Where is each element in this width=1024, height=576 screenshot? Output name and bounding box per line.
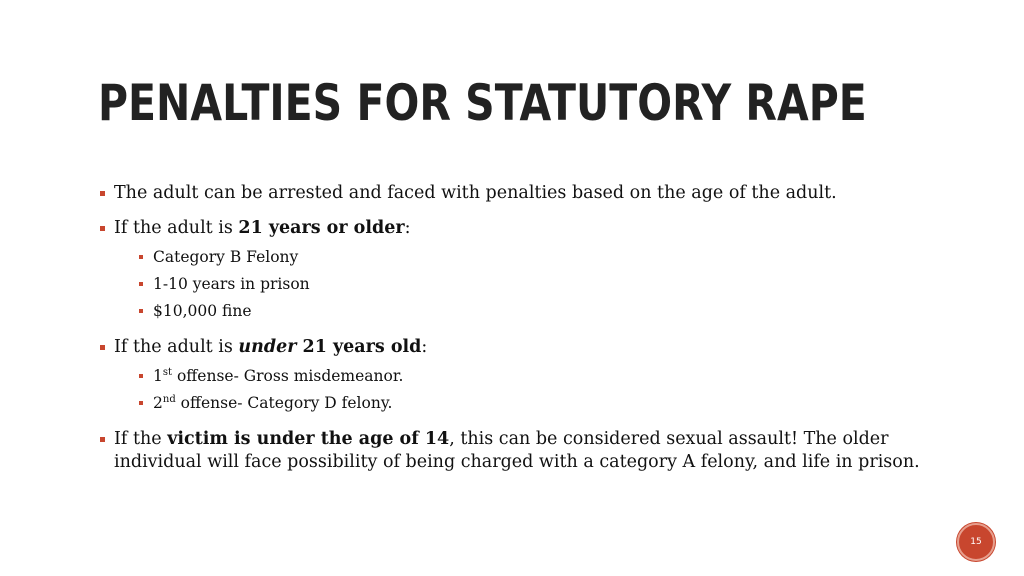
sub-bullet-item (137, 271, 938, 298)
bullet-item (98, 217, 938, 240)
square-bullet-icon (100, 437, 105, 442)
ordinal-suffix: st (162, 367, 173, 378)
sub-bullet-item (137, 244, 938, 271)
sub-bullet-text: 1-10 years in prison (153, 275, 310, 293)
bullet-text: : (404, 218, 411, 238)
square-bullet-icon (100, 345, 105, 350)
sub-bullet-text: offense- Gross misdemeanor. (172, 367, 404, 385)
sub-bullet-item (137, 390, 938, 417)
bullet-text: : (421, 337, 428, 357)
ordinal-number: 1 (153, 367, 163, 385)
bullet-item (98, 428, 938, 474)
square-bullet-icon (100, 226, 105, 231)
ordinal-number: 2 (153, 394, 163, 412)
slide-content (98, 182, 938, 486)
bullet-text: , this can be considered sexual assault! The older individual will face possibility of being charged with a category A felony, and life in prison. (114, 429, 920, 472)
bullet-text: The adult can be arrested and faced with penalties based on the age of the adult. (114, 183, 837, 203)
square-bullet-icon (139, 309, 143, 313)
sub-bullet-text: offense- Category D felony. (175, 394, 393, 412)
bullet-bold-text: victim is under the age of 14 (167, 429, 450, 449)
bullet-text: If the adult is (114, 218, 239, 238)
square-bullet-icon (139, 282, 143, 286)
bullet-item (98, 336, 938, 359)
bullet-text: If the adult is (114, 337, 239, 357)
bullet-bold-text: 21 years or older (238, 218, 405, 238)
sub-bullet-list (137, 244, 938, 325)
slide-number-badge: 15 (957, 523, 995, 561)
bullet-item (98, 182, 938, 205)
sub-bullet-text: $10,000 fine (153, 302, 252, 320)
bullet-bold-text: 21 years old (296, 337, 422, 357)
ordinal-suffix: nd (162, 394, 176, 405)
sub-bullet-list (137, 363, 938, 417)
square-bullet-icon (139, 255, 143, 259)
square-bullet-icon (100, 191, 105, 196)
sub-bullet-text: Category B Felony (153, 248, 299, 266)
sub-bullet-item (137, 298, 938, 325)
square-bullet-icon (139, 401, 143, 405)
bullet-text: If the (114, 429, 168, 449)
bullet-bold-italic-text: under (238, 337, 297, 357)
sub-bullet-item (137, 363, 938, 390)
square-bullet-icon (139, 374, 143, 378)
slide-title: PENALTIES FOR STATUTORY RAPE (98, 74, 867, 132)
